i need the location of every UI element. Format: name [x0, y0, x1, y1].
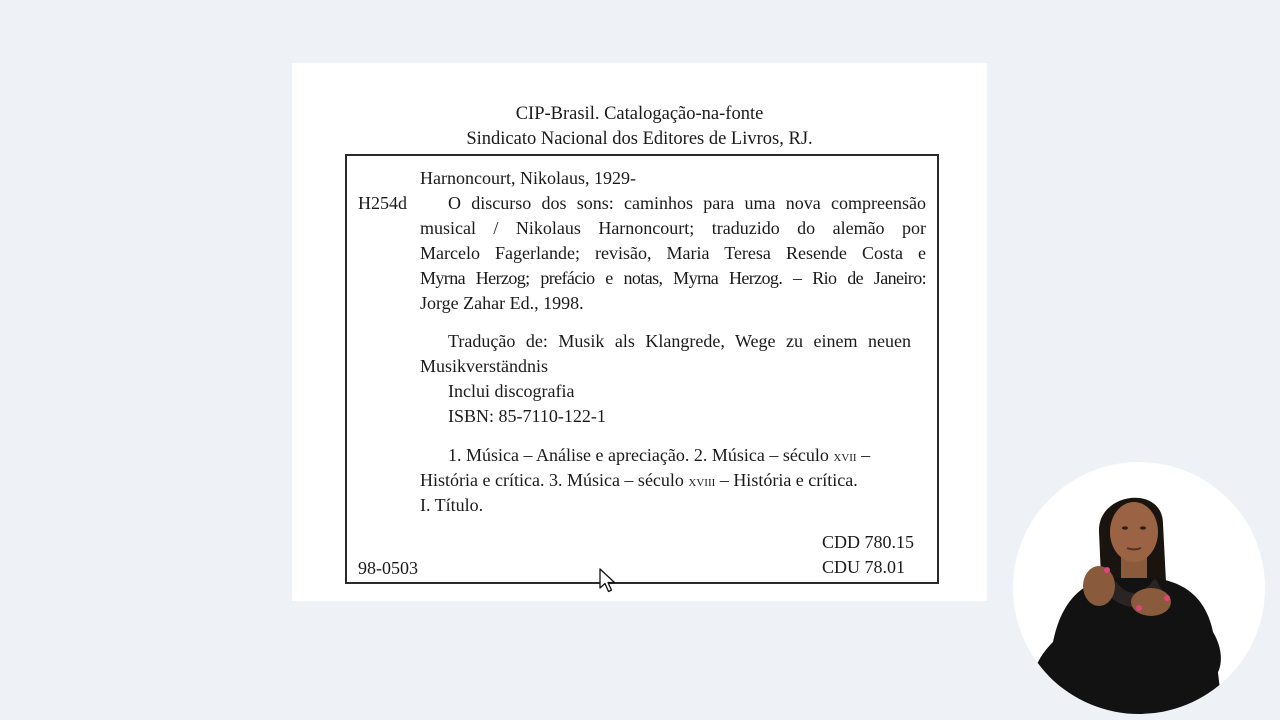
interpreter-avatar: [1013, 462, 1265, 714]
subject-line-1-dash: –: [861, 445, 871, 465]
subject-line-2-end: – História e crítica.: [719, 470, 858, 490]
subject-line-1: [448, 443, 870, 470]
translation-line-1: Tradução de: Musik als Klangrede, Wege zu einem neuen: [448, 331, 911, 351]
isbn: ISBN: 85-7110-122-1: [448, 406, 606, 426]
sign-language-interpreter-video: [1013, 462, 1265, 714]
description-line-3: Marcelo Fagerlande; revisão, Maria Teresa Resende Costa e: [420, 243, 926, 263]
cip-header-title: CIP-Brasil. Catalogação-na-fonte: [515, 104, 764, 124]
subject-line-3: I. Título.: [420, 495, 484, 515]
subject-century-17: xvii: [833, 449, 857, 465]
catalog-page: [292, 63, 987, 601]
subject-line-1-text: 1. Música – Análise e apreciação. 2. Música – século: [448, 445, 829, 465]
control-number: 98-0503: [358, 558, 418, 578]
translation-line-2: Musikverständnis: [420, 356, 548, 376]
description-line-4: Myrna Herzog; prefácio e notas, Myrna Herzog. – Rio de Janeiro:: [420, 268, 926, 288]
description-line-5: Jorge Zahar Ed., 1998.: [420, 293, 584, 313]
subject-century-18: xviii: [688, 474, 716, 490]
mouse-pointer-icon: [599, 568, 617, 594]
cdd-number: CDD 780.15: [822, 532, 915, 552]
subject-line-2-text: História e crítica. 3. Música – século: [420, 470, 684, 490]
description-line-1: O discurso dos sons: caminhos para uma nova compreensão: [448, 193, 926, 213]
subject-line-2: [420, 468, 858, 495]
description-line-2: musical / Nikolaus Harnoncourt; traduzido do alemão por: [420, 218, 926, 238]
author-entry: Harnoncourt, Nikolaus, 1929-: [420, 168, 636, 188]
cdu-number: CDU 78.01: [822, 557, 906, 577]
includes-note: Inclui discografia: [448, 381, 575, 401]
cip-header-publisher: Sindicato Nacional dos Editores de Livros, RJ.: [466, 129, 813, 149]
call-number: H254d: [358, 193, 407, 213]
